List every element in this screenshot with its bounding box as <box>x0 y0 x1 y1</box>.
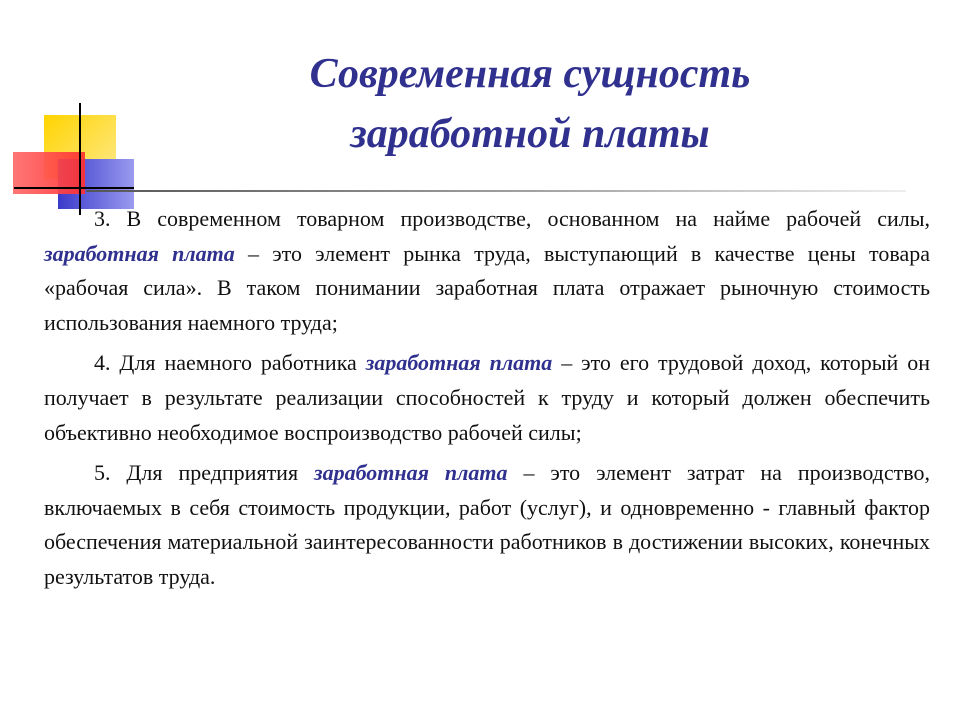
term-highlight: заработная плата <box>44 240 235 266</box>
paragraph-text: – это элемент рынка труда, выступающий в качестве цены товара «рабочая сила». В таком понимании заработная плата отражает рыночную стоимость использования наемного труда; <box>44 240 930 335</box>
paragraph-text: – это его трудовой доход, который он получает в результате реализации способностей к труду и который должен обеспечить объективно необходимое воспроизводство рабочей силы; <box>44 350 931 445</box>
slide-title-line-2: заработной платы <box>350 111 710 157</box>
slide-title <box>180 44 880 164</box>
slide-body <box>44 202 930 601</box>
decor-vertical-line <box>79 103 81 215</box>
title-underline <box>86 190 906 192</box>
term-highlight: заработная плата <box>314 460 508 486</box>
paragraph-text: 4. Для наемного работника <box>94 350 366 376</box>
paragraph-4 <box>44 346 930 450</box>
paragraph-text: 5. Для предприятия <box>94 460 315 486</box>
term-highlight: заработная плата <box>365 350 553 376</box>
paragraph-text: 3. В современном товарном производстве, основанном на найме рабочей силы, <box>94 206 930 231</box>
paragraph-text: – это элемент затрат на производство, включаемых в себя стоимость продукции, работ (услуг), и одновременно - главный фактор обеспечения материальной заинтересованности работников в достижении высоких, конечных результатов труда. <box>44 460 930 589</box>
paragraph-5 <box>44 456 930 594</box>
paragraph-3 <box>44 202 930 340</box>
slide-title-line-1: Современная сущность <box>309 51 751 97</box>
decor-horizontal-line <box>14 187 134 189</box>
